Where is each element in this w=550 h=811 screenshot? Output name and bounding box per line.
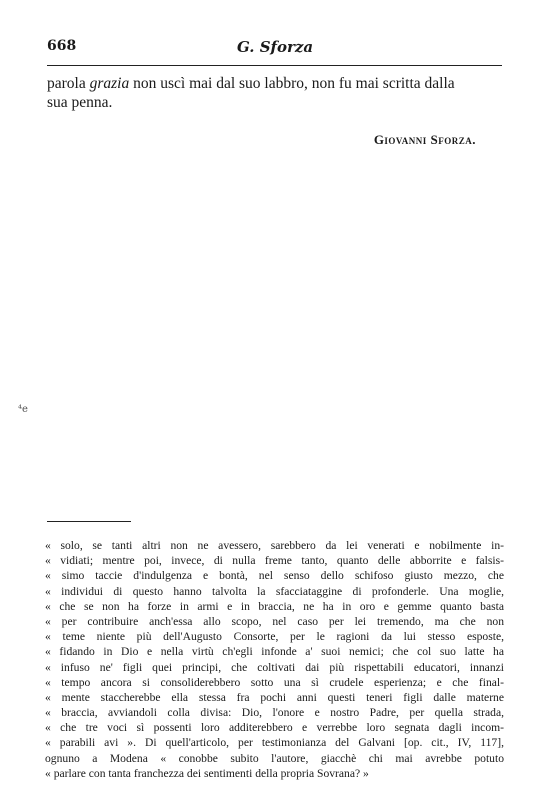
footnote-rule [47, 521, 131, 522]
body-line-2: sua penna. [47, 94, 113, 111]
page-number: 668 [47, 38, 77, 54]
body-line-1-start: parola [47, 75, 90, 92]
body-text [47, 74, 502, 112]
footnote-line: « infuso ne' figli quei principi, che coltivati dai più rispettabili educatori, innanzi [45, 660, 504, 674]
page-header [47, 36, 502, 60]
header-rule [47, 65, 502, 66]
author-signature: Giovanni Sforza. [373, 132, 476, 147]
footnote-line: « fidando in Dio e nella virtù ch'egli infonde a' suoi nemici; che col suo latte ha [45, 645, 504, 659]
margin-mark: ⁴e [18, 404, 28, 415]
footnote-line: ognuno a Modena « conobbe subito l'autore, giacchè chi mai avrebbe potuto [45, 751, 504, 765]
footnote-line: « che tre voci sì possenti loro additerebbero e verrebbe loro segnata dagli incom- [45, 721, 504, 735]
footnote-line: « individui di questo hanno talvolta la sfacciataggine di profonderle. Una moglie, [45, 584, 504, 598]
footnote-line: « solo, se tanti altri non ne avessero, sarebbero da lei venerati e nobilmente in- [45, 539, 504, 552]
footnote-line: « simo taccie d'indulgenza e bontà, nel senso dello schifoso giusto mezzo, che [45, 569, 504, 583]
running-head: G. Sforza [237, 38, 314, 56]
footnote-line: « teme niente più dell'Augusto Consorte, per le ragioni da lui stesso esposte, [45, 630, 504, 644]
body-line-1-end: non uscì mai dal suo labbro, non fu mai scritta dalla [129, 75, 455, 92]
footnotes [45, 538, 504, 781]
body-italic-word: grazia [89, 75, 130, 92]
footnote-line: « parabili avi ». Di quell'articolo, per testimonianza del Galvani [op. cit., IV, 117], [45, 736, 504, 750]
footnote-line: « mente staccherebbe ella stessa fra pochi anni questi teneri figli dalle materne [45, 690, 504, 704]
footnote-line: « vidiati; mentre poi, invece, di nulla freme tanto, quanto delle abborrite e falsis- [45, 554, 504, 568]
footnote-line: « parlare con tanta franchezza dei sentimenti della propria Sovrana? » [45, 766, 369, 780]
footnote-line: « tempo ancora si consoliderebbero sotto una sì crudele esperienza; e che final- [45, 675, 504, 689]
body-line-1 [47, 74, 502, 93]
footnote-line: « che se non ha forze in armi e in braccia, ne ha in oro e gemme quanto basta [45, 599, 504, 613]
footnote-line: « per contribuire anch'essa allo scopo, nel caso per lei tremendo, ma che non [45, 614, 504, 628]
footnote-line: « braccia, avviandoli colla divisa: Dio, l'onore e nostro Padre, per quella strada, [45, 706, 504, 720]
